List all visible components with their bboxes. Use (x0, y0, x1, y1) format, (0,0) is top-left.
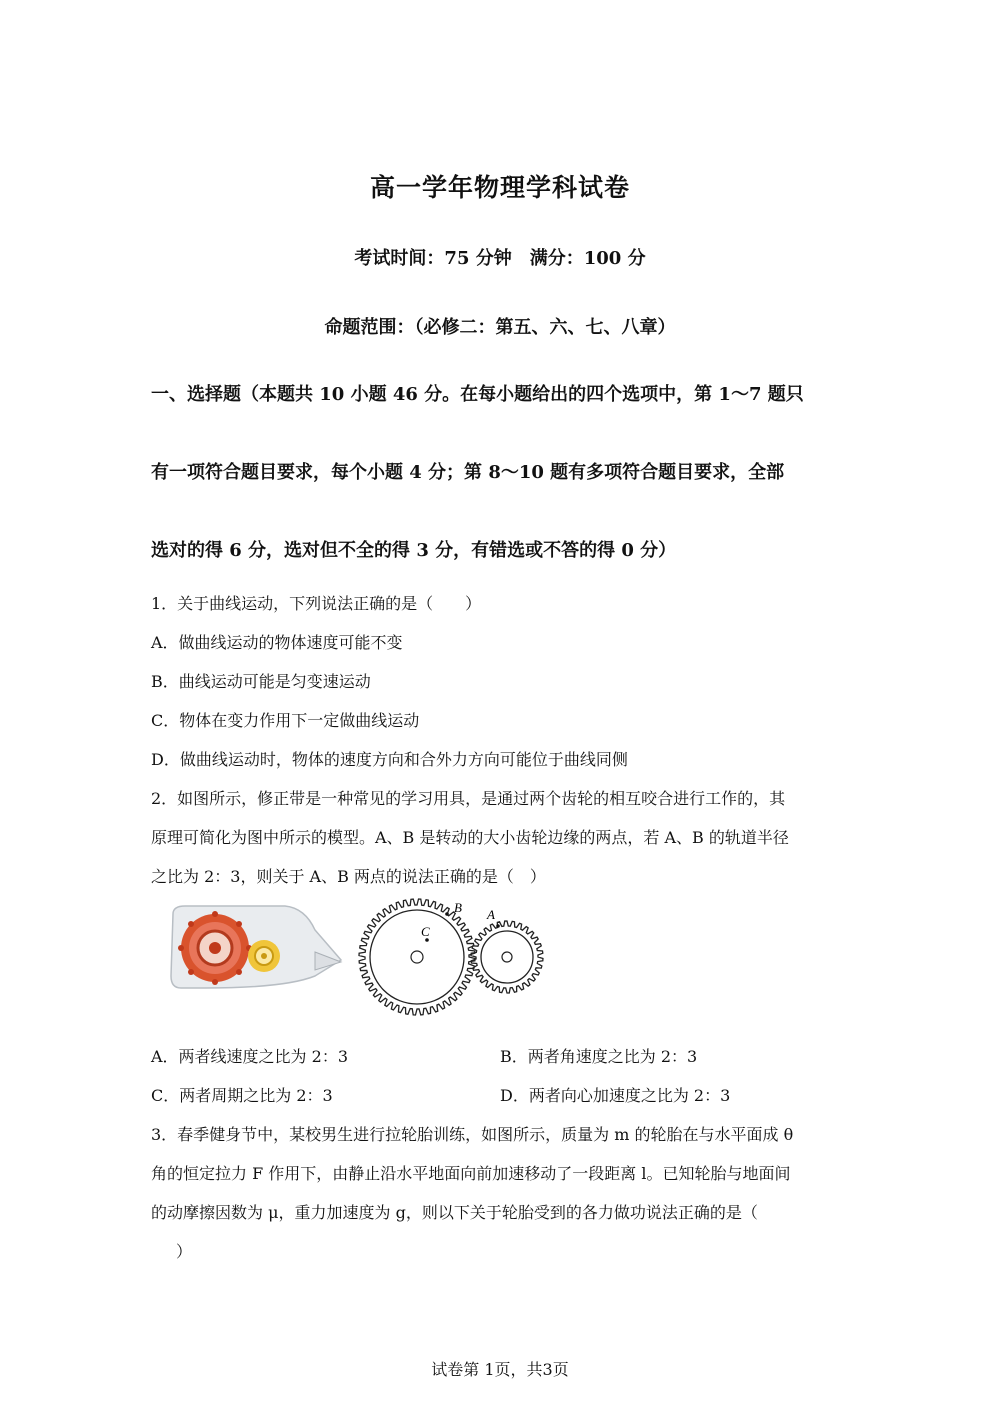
point-a-dot (496, 924, 500, 928)
section-heading-line-2: 有一项符合题目要求，每个小题 4 分；第 8～10 题有多项符合题目要求，全部 (151, 462, 785, 483)
exam-info: 考试时间：75 分钟 满分：100 分 (354, 248, 646, 269)
section-heading-line-3: 选对的得 6 分，选对但不全的得 3 分，有错选或不答的得 0 分） (151, 540, 677, 561)
big-gear (359, 899, 475, 1015)
label-c: C (421, 924, 430, 939)
q2-option-d: D．两者向心加速度之比为 2：3 (500, 1086, 731, 1105)
q1-stem: 1．关于曲线运动，下列说法正确的是（ ） (151, 594, 482, 613)
big-gear-inner-ring (370, 910, 464, 1004)
q1-option-c: C．物体在变力作用下一定做曲线运动 (151, 711, 420, 730)
q3-stem-line-4: ） (160, 1242, 193, 1261)
q2-stem-line-2: 原理可简化为图中所示的模型。A、B 是转动的大小齿轮边缘的两点，若 A、B 的轨道半径 (151, 828, 789, 847)
q2-option-b: B．两者角速度之比为 2：3 (500, 1047, 698, 1066)
q2-option-a: A．两者线速度之比为 2：3 (151, 1047, 349, 1066)
correction-tape-photo (165, 902, 345, 992)
point-b-dot (445, 912, 449, 916)
exam-scope: 命题范围：（必修二：第五、六、七、八章） (324, 317, 676, 338)
exam-title: 高一学年物理学科试卷 (369, 173, 630, 202)
q2-stem-line-3: 之比为 2：3，则关于 A、B 两点的说法正确的是（ ） (151, 867, 546, 886)
q2-stem-line-1: 2．如图所示，修正带是一种常见的学习用具，是通过两个齿轮的相互咬合进行工作的，其 (151, 789, 786, 808)
q1-option-a: A．做曲线运动的物体速度可能不变 (151, 633, 403, 652)
label-b: B (454, 900, 462, 915)
small-gear-inner-ring (481, 931, 533, 983)
label-a: A (487, 907, 495, 922)
gears (359, 899, 543, 1015)
section-heading-line-1: 一、选择题（本题共 10 小题 46 分。在每小题给出的四个选项中，第 1～7 题只 (151, 384, 804, 405)
small-gear-hub (502, 952, 512, 962)
big-gear-hub (411, 951, 423, 963)
q2-option-c: C．两者周期之比为 2：3 (151, 1086, 333, 1105)
page-footer: 试卷第 1页，共3页 (431, 1360, 569, 1379)
q3-stem-line-3: 的动摩擦因数为 μ，重力加速度为 g，则以下关于轮胎受到的各力做功说法正确的是（ (151, 1203, 758, 1222)
small-gear (471, 921, 543, 993)
q1-option-b: B．曲线运动可能是匀变速运动 (151, 672, 371, 691)
q1-option-d: D．做曲线运动时，物体的速度方向和合外力方向可能位于曲线同侧 (151, 750, 628, 769)
q3-stem-line-2: 角的恒定拉力 F 作用下，由静止沿水平地面向前加速移动了一段距离 l。已知轮胎与地面间 (151, 1164, 791, 1183)
gear-model-diagram (355, 895, 550, 1020)
q3-stem-line-1: 3．春季健身节中，某校男生进行拉轮胎训练，如图所示，质量为 m 的轮胎在与水平面成 θ (151, 1125, 794, 1144)
